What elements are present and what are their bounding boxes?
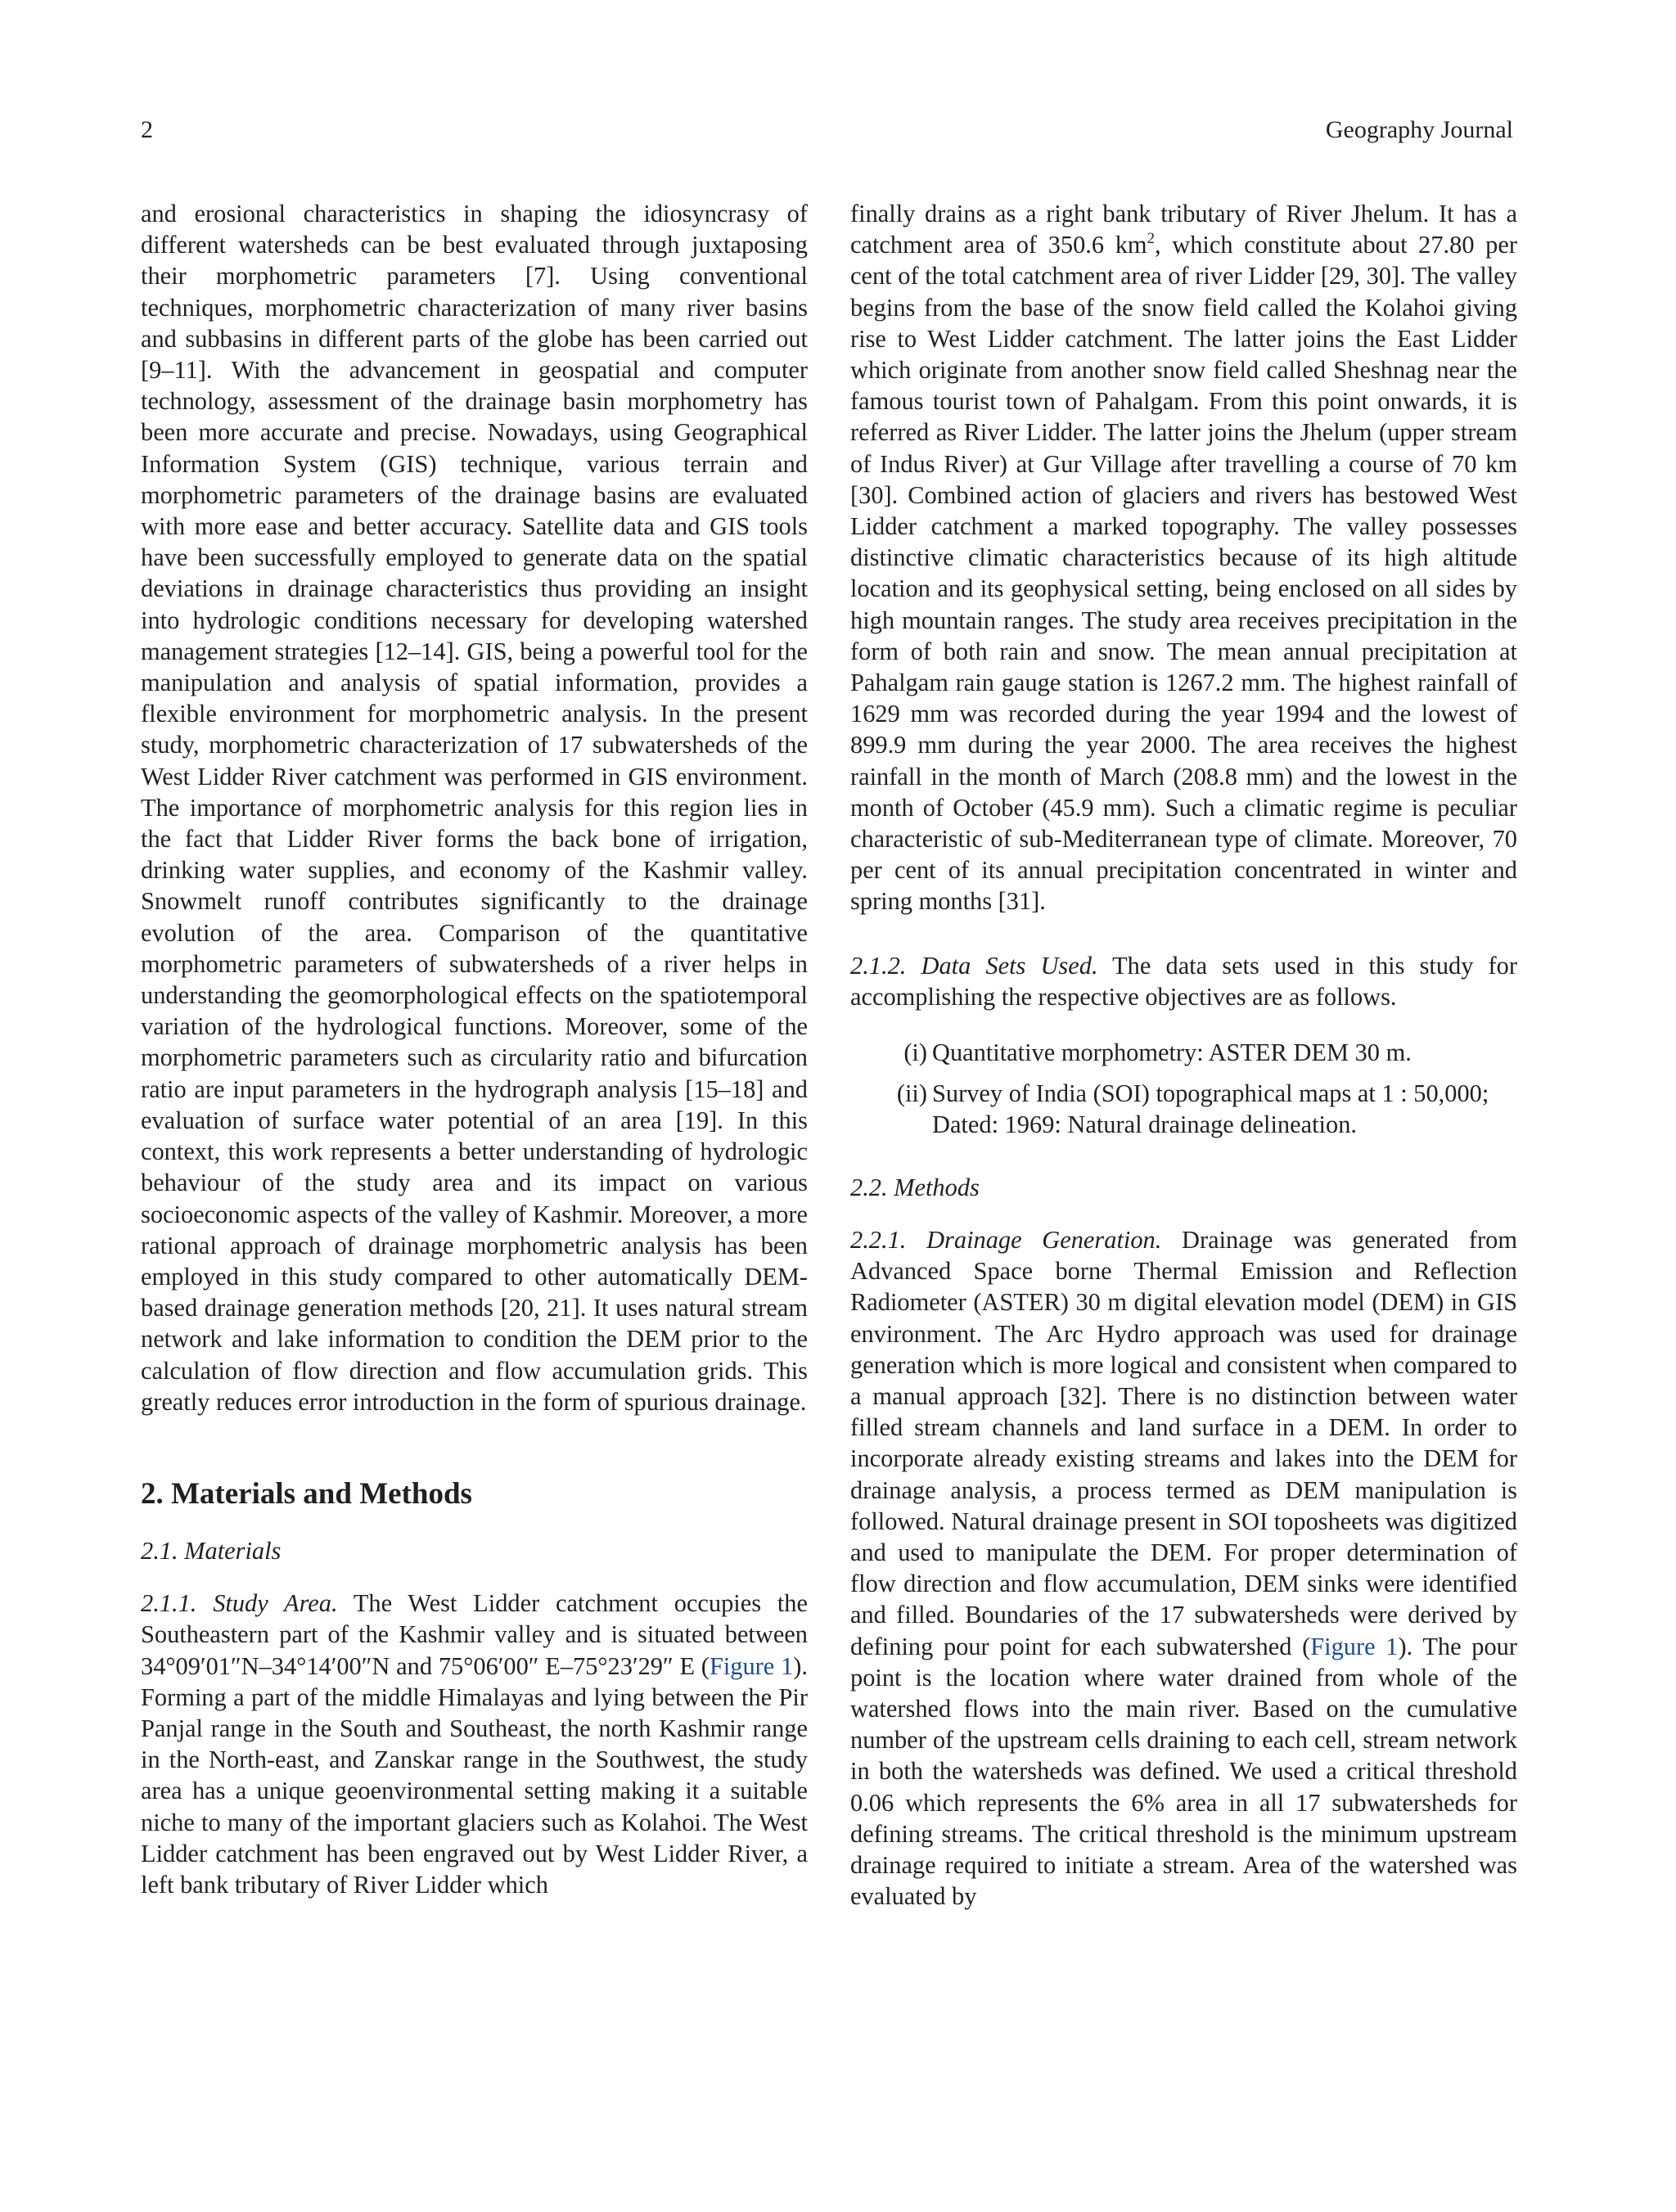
drainage-paragraph bbox=[850, 1224, 1517, 1912]
figure-link[interactable]: Figure 1 bbox=[709, 1651, 794, 1680]
study-area-label: 2.1.1. Study Area. bbox=[141, 1589, 338, 1618]
list-item bbox=[850, 1078, 1517, 1140]
continuation-text-a: finally drains as a right bank tributary of River Jhelum. It has a catchment area of 350.6 km bbox=[850, 200, 1517, 259]
drainage-text-b: ). The pour point is the location where water drained from whole of the watershed flows into the main river. Based on the cumulative number of the upstream cells draining to each cell, stream network in both the watersheds was defined. We used a critical threshold 0.06 which represents the 6% area in all 17 subwatersheds for defining streams. The critical threshold is the minimum upstream drainage required to initiate a stream. Area of the watershed was evaluated by bbox=[850, 1632, 1517, 1911]
datasets-list bbox=[850, 1037, 1517, 1141]
study-area-text-a: The West Lidder catchment occupies the Southeastern part of the Kashmir valley and is situated between 34°09′01″N–34°14′00″N and 75°06′00″ E–75°23′29″ E ( bbox=[141, 1589, 808, 1680]
study-area-paragraph bbox=[141, 1588, 808, 1900]
figure-link[interactable]: Figure 1 bbox=[1310, 1632, 1399, 1660]
right-column bbox=[850, 198, 1517, 1912]
superscript-2: 2 bbox=[1147, 230, 1156, 248]
list-item bbox=[850, 1037, 1517, 1068]
continuation-paragraph bbox=[850, 198, 1517, 917]
list-item-text: Survey of India (SOI) topographical maps at 1 : 50,000; Dated: 1969: Natural drainage delineation. bbox=[932, 1079, 1489, 1139]
datasets-paragraph bbox=[850, 950, 1517, 1012]
datasets-label: 2.1.2. Data Sets Used. bbox=[850, 951, 1098, 980]
section-heading: 2. Materials and Methods bbox=[141, 1476, 472, 1511]
subsection-materials: 2.1. Materials bbox=[141, 1536, 282, 1565]
drainage-text-a: Drainage was generated from Advanced Space borne Thermal Emission and Reflection Radiometer (ASTER) 30 m digital elevation model (DEM) in GIS environment. The Arc Hydro approach was used for drainage generation which is more logical and consistent when compared to a manual approach [32]. There is no distinction between water filled stream channels and land surface in a DEM. In order to incorporate already existing streams and lakes into the DEM for drainage analysis, a process termed as DEM manipulation is followed. Natural drainage present in SOI toposheets was digitized and used to manipulate the DEM. For proper determination of flow direction and flow accumulation, DEM sinks were identified and filled. Boundaries of the 17 subwatersheds were derived by defining pour point for each subwatershed ( bbox=[850, 1225, 1517, 1660]
subsection-methods: 2.2. Methods bbox=[850, 1173, 980, 1201]
page-header bbox=[141, 116, 1513, 152]
list-item-number: (i) bbox=[903, 1038, 927, 1067]
page-number: 2 bbox=[141, 116, 153, 143]
drainage-label: 2.2.1. Drainage Generation. bbox=[850, 1225, 1162, 1254]
list-item-text: Quantitative morphometry: ASTER DEM 30 m. bbox=[932, 1038, 1412, 1067]
datasets-text: The data sets used in this study for accomplishing the respective objectives are as follows. bbox=[850, 951, 1517, 1011]
list-item-number: (ii) bbox=[896, 1079, 927, 1108]
study-area-text-b: ). Forming a part of the middle Himalayas and lying between the Pir Panjal range in the South and Southeast, the north Kashmir range in the North-east, and Zanskar range in the Southwest, the study area has a unique geoenvironmental setting making it a suitable niche to many of the important glaciers such as Kolahoi. The West Lidder catchment has been engraved out by West Lidder River, a left bank tributary of River Lidder which bbox=[141, 1651, 808, 1899]
left-column bbox=[141, 198, 808, 1900]
journal-title: Geography Journal bbox=[1325, 116, 1513, 143]
intro-paragraph: and erosional characteristics in shaping the idiosyncrasy of different watersheds can be best evaluated through juxtaposing their morphometric parameters [7]. Using conventional techniques, morphometric characterization of many river basins and subbasins in different parts of the globe has been carried out [9–11]. With the advancement in geospatial and computer technology, assessment of the drainage basin morphometry has been more accurate and precise. Nowadays, using Geographical Information System (GIS) technique, various terrain and morphometric parameters of the drainage basins are evaluated with more ease and better accuracy. Satellite data and GIS tools have been successfully employed to generate data on the spatial deviations in drainage characteristics thus providing an insight into hydrologic conditions necessary for developing watershed management strategies [12–14]. GIS, being a powerful tool for the manipulation and analysis of spatial information, provides a flexible environment for morphometric analysis. In the present study, morphometric characterization of 17 subwatersheds of the West Lidder River catchment was performed in GIS environment. The importance of morphometric analysis for this region lies in the fact that Lidder River forms the back bone of irrigation, drinking water supplies, and economy of the Kashmir valley. Snowmelt runoff contributes significantly to the drainage evolution of the area. Comparison of the quantitative morphometric parameters of subwatersheds of a river helps in understanding the geomorphological effects on the spatiotemporal variation of the hydrological functions. Moreover, some of the morphometric parameters such as circularity ratio and bifurcation ratio are input parameters in the hydrograph analysis [15–18] and evaluation of surface water potential of an area [19]. In this context, this work represents a better understanding of hydrologic behaviour of the study area and its impact on various socioeconomic aspects of the valley of Kashmir. Moreover, a more rational approach of drainage morphometric analysis has been employed in this study compared to other automatically DEM-based drainage generation methods [20, 21]. It uses natural stream network and lake information to condition the DEM prior to the calculation of flow direction and flow accumulation grids. This greatly reduces error introduction in the form of spurious drainage. bbox=[141, 200, 808, 1416]
continuation-text-b: , which constitute about 27.80 per cent of the total catchment area of river Lidder [29, 30]. The valley begins from the base of the snow field called the Kolahoi giving rise to West Lidder catchment. The latter joins the East Lidder which originate from another snow field called Sheshnag near the famous tourist town of Pahalgam. From this point onwards, it is referred as River Lidder. The latter joins the Jhelum (upper stream of Indus River) at Gur Village after travelling a course of 70 km [30]. Combined action of glaciers and rivers has bestowed West Lidder catchment a marked topography. The valley possesses distinctive climatic characteristics because of its high altitude location and its geophysical setting, being enclosed on all sides by high mountain ranges. The study area receives precipitation in the form of both rain and snow. The mean annual precipitation at Pahalgam rain gauge station is 1267.2 mm. The highest rainfall of 1629 mm was recorded during the year 1994 and the lowest of 899.9 mm during the year 2000. The area receives the highest rainfall in the month of March (208.8 mm) and the lowest in the month of October (45.9 mm). Such a climatic regime is peculiar characteristic of sub-Mediterranean type of climate. Moreover, 70 per cent of its annual precipitation concentrated in winter and spring months [31]. bbox=[850, 231, 1517, 916]
